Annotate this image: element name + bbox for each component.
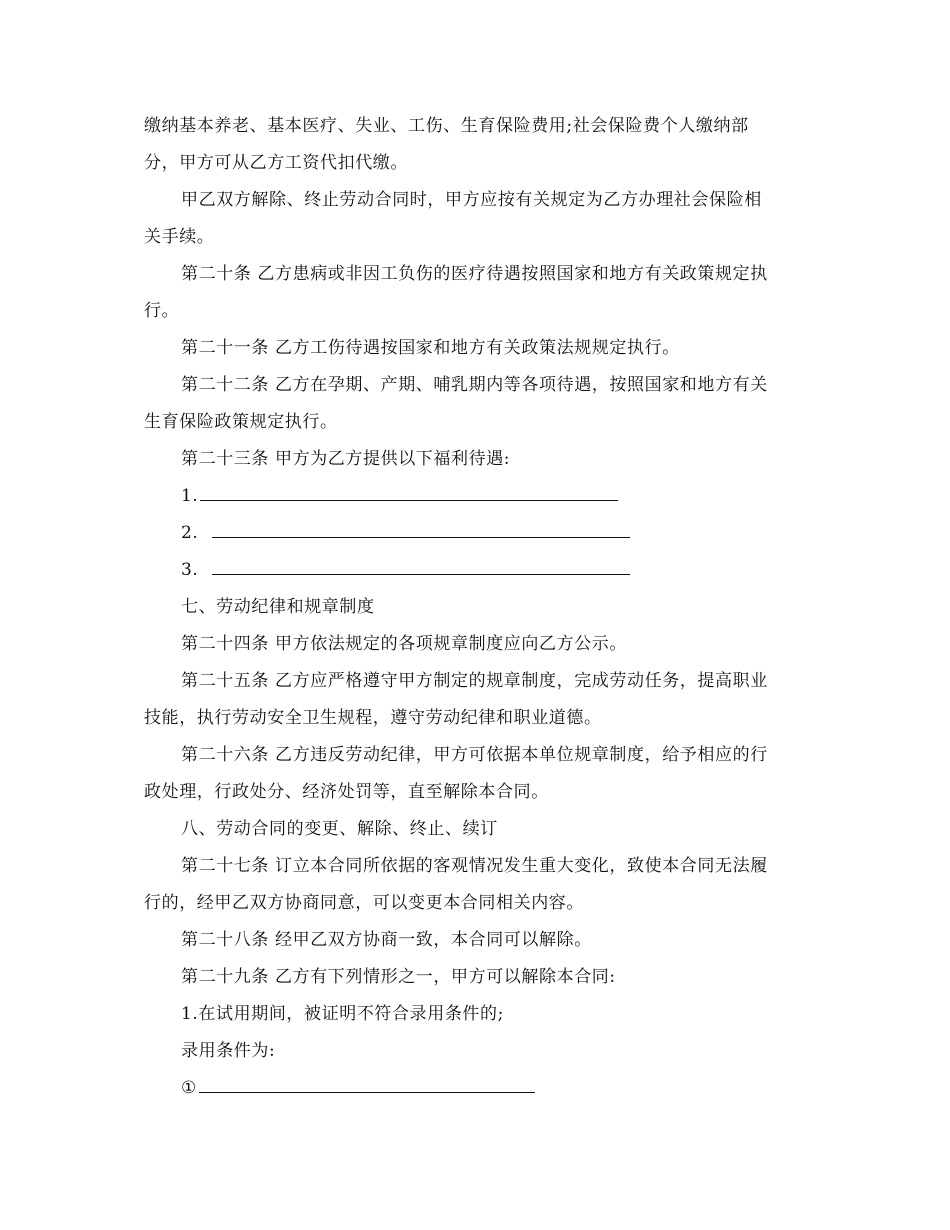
text-line: 技能，执行劳动安全卫生规程，遵守劳动纪律和职业道德。 — [144, 708, 602, 728]
condition-item-1: 1.在试用期间，被证明不符合录用条件的; — [181, 1004, 504, 1024]
text-line: 缴纳基本养老、基本医疗、失业、工伤、生育保险费用;社会保险费个人缴纳部 — [144, 116, 749, 136]
text-line: 关手续。 — [144, 227, 215, 247]
benefit-item-2: 2. — [144, 515, 808, 552]
section-heading-7: 七、劳动纪律和规章制度 — [181, 597, 375, 617]
benefit-item-1: 1. — [144, 478, 808, 515]
condition-blank-1: ① — [144, 1070, 808, 1107]
fill-in-blank — [212, 523, 630, 538]
fill-in-blank — [199, 1078, 535, 1093]
text-line: 行的，经甲乙双方协商同意，可以变更本合同相关内容。 — [144, 893, 584, 913]
hiring-conditions-label: 录用条件为: — [181, 1041, 276, 1061]
article-23: 第二十三条 甲方为乙方提供以下福利待遇: — [181, 449, 511, 469]
article-29: 第二十九条 乙方有下列情形之一，甲方可以解除本合同: — [181, 967, 616, 987]
paragraph-start: 甲乙双方解除、终止劳动合同时，甲方应按有关规定为乙方办理社会保险相 — [181, 190, 762, 210]
section-heading-8: 八、劳动合同的变更、解除、终止、续订 — [181, 819, 498, 839]
article-22: 第二十二条 乙方在孕期、产期、哺乳期内等各项待遇，按照国家和地方有关 — [181, 375, 768, 395]
article-28: 第二十八条 经甲乙双方协商一致，本合同可以解除。 — [181, 930, 592, 950]
article-24: 第二十四条 甲方依法规定的各项规章制度应向乙方公示。 — [181, 634, 628, 654]
fill-in-blank — [200, 486, 618, 501]
document-page — [144, 108, 808, 1107]
article-20: 第二十条 乙方患病或非因工负伤的医疗待遇按照国家和地方有关政策规定执 — [181, 264, 768, 284]
text-line: 行。 — [144, 301, 180, 321]
fill-in-blank — [212, 560, 630, 575]
text-line: 分，甲方可从乙方工资代扣代缴。 — [144, 153, 408, 173]
article-25: 第二十五条 乙方应严格遵守甲方制定的规章制度，完成劳动任务，提高职业 — [181, 671, 768, 691]
article-27: 第二十七条 订立本合同所依据的客观情况发生重大变化，致使本合同无法履 — [181, 856, 768, 876]
benefit-item-3: 3. — [144, 552, 808, 589]
article-26: 第二十六条 乙方违反劳动纪律，甲方可依据本单位规章制度，给予相应的行 — [181, 745, 768, 765]
text-line: 生育保险政策规定执行。 — [144, 412, 338, 432]
text-line: 政处理，行政处分、经济处罚等，直至解除本合同。 — [144, 782, 549, 802]
article-21: 第二十一条 乙方工伤待遇按国家和地方有关政策法规规定执行。 — [181, 338, 680, 358]
